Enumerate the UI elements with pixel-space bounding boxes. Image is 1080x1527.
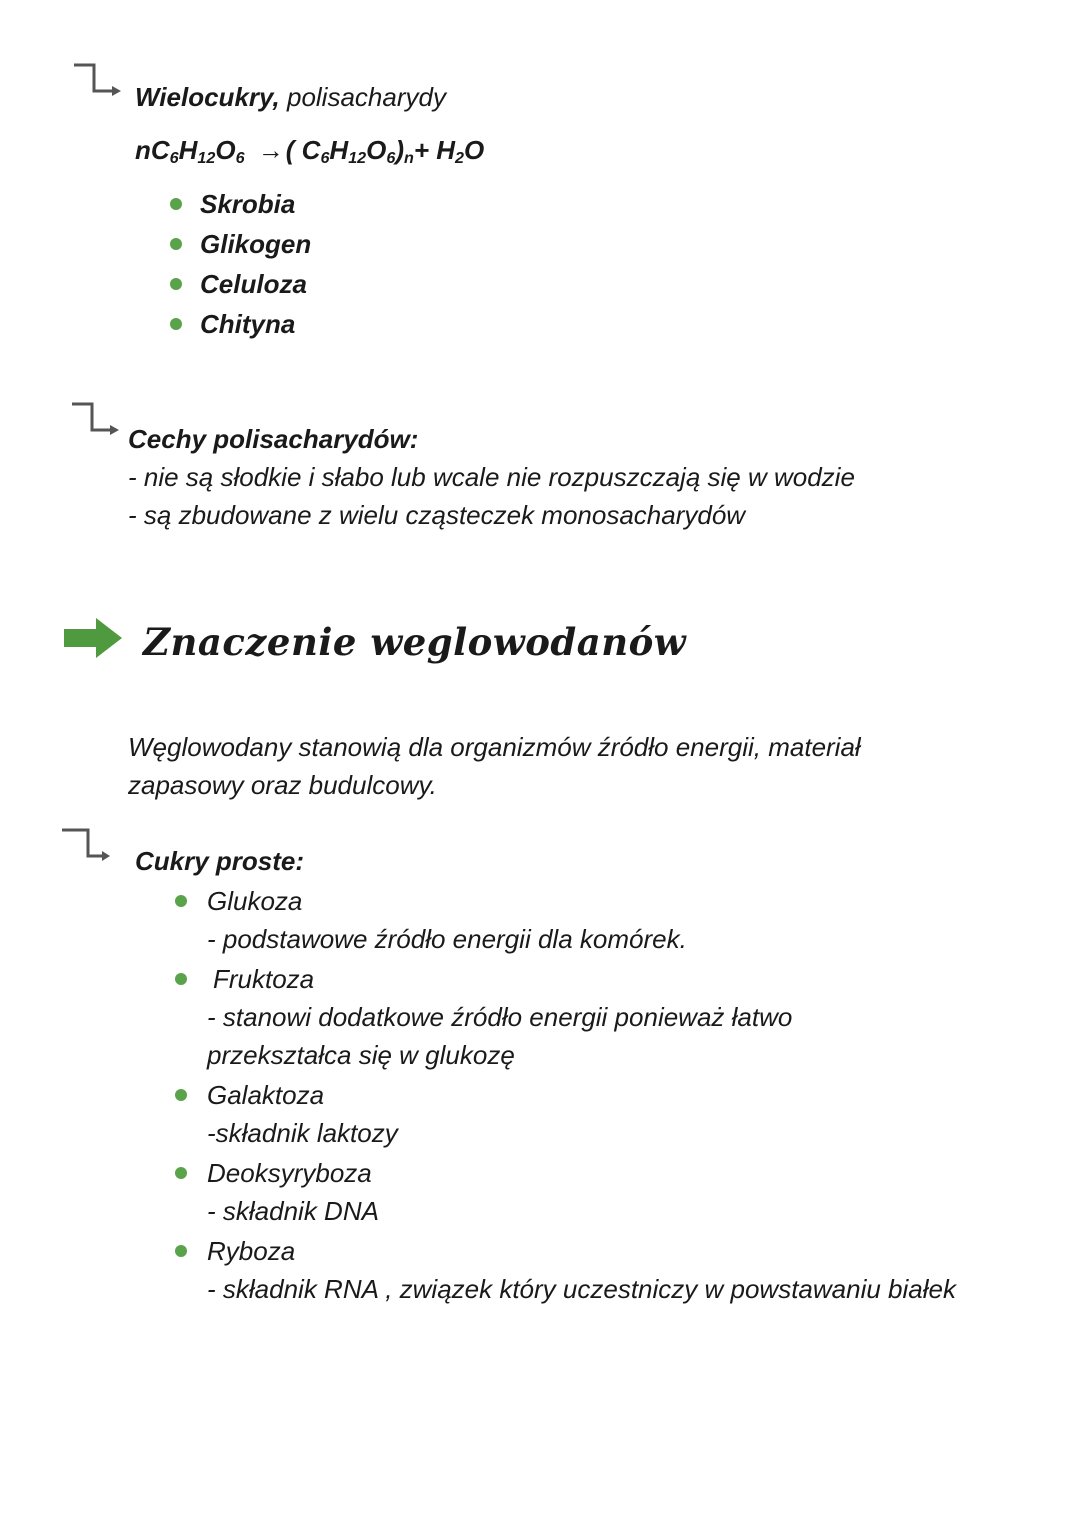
formula-part: ( C [285, 135, 321, 165]
simple-sugars-title: Cukry proste: [135, 846, 305, 876]
sugar-description: - składnik RNA , związek który uczestniczy w powstawaniu białek [207, 1274, 956, 1304]
sugar-description: przekształca się w glukozę [207, 1040, 515, 1070]
formula-subscript: 12 [348, 149, 367, 168]
formula-part: O [215, 135, 236, 165]
list-item: Glikogen [200, 229, 312, 259]
bullet-icon [170, 318, 182, 330]
features-title: Cechy polisacharydów: [128, 424, 419, 454]
feature-line: - są zbudowane z wielu cząsteczek monosacharydów [128, 500, 746, 530]
elbow-arrow-icon [72, 63, 122, 97]
polysaccharides-title-rest: polisacharydy [286, 82, 446, 112]
bullet-icon [170, 278, 182, 290]
right-arrow-icon [64, 618, 122, 658]
sugar-name: Galaktoza [207, 1080, 325, 1110]
formula-part: O [366, 135, 387, 165]
bullet-icon [170, 198, 182, 210]
formula-part: O [464, 135, 485, 165]
formula-part: + H [413, 135, 456, 165]
sugar-description: - podstawowe źródło energii dla komórek. [207, 924, 687, 954]
intro-line: Węglowodany stanowią dla organizmów źródło energii, materiał [128, 732, 861, 762]
formula-part: ) [395, 135, 404, 165]
sugar-name: Deoksyryboza [207, 1158, 372, 1188]
sugar-description: -składnik laktozy [207, 1118, 398, 1148]
bullet-icon [175, 1167, 187, 1179]
list-item: Chityna [200, 309, 296, 339]
bullet-icon [175, 895, 187, 907]
elbow-arrow-icon [60, 828, 110, 862]
polysaccharides-title [135, 82, 446, 112]
sugar-name: Glukoza [207, 886, 303, 916]
bullet-icon [175, 973, 187, 985]
sugar-description: - stanowi dodatkowe źródło energii ponieważ łatwo [207, 1002, 793, 1032]
formula-subscript: 6 [320, 149, 330, 168]
sugar-name: Fruktoza [213, 964, 315, 994]
sugar-description: - składnik DNA [207, 1196, 379, 1226]
list-item: Celuloza [200, 269, 307, 299]
elbow-arrow-icon [70, 402, 120, 436]
formula-subscript: n [404, 149, 414, 168]
formula-part: H [329, 135, 349, 165]
formula-subscript: 12 [197, 149, 216, 168]
sugar-name: Ryboza [207, 1236, 296, 1266]
formula-part: nC [135, 135, 170, 165]
formula-subscript: 6 [235, 149, 245, 168]
section-heading: Znaczenie weglowodanów [143, 620, 687, 664]
bullet-icon [175, 1245, 187, 1257]
formula-subscript: 6 [169, 149, 179, 168]
feature-line: - nie są słodkie i słabo lub wcale nie rozpuszczają się w wodzie [128, 462, 855, 492]
bullet-icon [175, 1089, 187, 1101]
intro-line: zapasowy oraz budulcowy. [128, 770, 437, 800]
formula-subscript: 6 [386, 149, 396, 168]
polysaccharide-formula [135, 135, 484, 173]
formula-subscript: 2 [455, 149, 464, 168]
list-item: Skrobia [200, 189, 296, 219]
bullet-icon [170, 238, 182, 250]
formula-arrow: → [257, 135, 284, 165]
polysaccharides-title-bold: Wielocukry, [135, 82, 280, 112]
formula-part: H [178, 135, 198, 165]
